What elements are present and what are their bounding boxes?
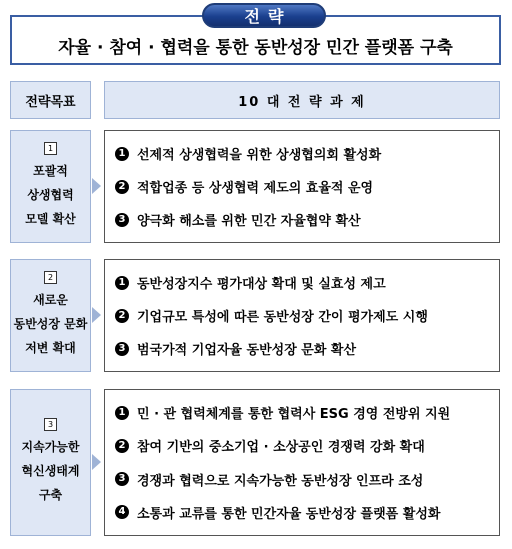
- goal-line: 포괄적: [33, 164, 68, 178]
- task-item: [115, 144, 499, 163]
- number-bullet-icon: 1: [115, 276, 129, 290]
- number-bullet-icon: 3: [115, 472, 129, 486]
- task-item: [115, 403, 499, 422]
- goal-line: 상생협력: [27, 188, 74, 202]
- arrow-icon: [92, 178, 101, 194]
- goal-column-header: 전략목표: [10, 81, 91, 119]
- task-column-header: 10 대 전 략 과 제: [104, 81, 500, 119]
- task-text: 기업규모 특성에 따른 동반성장 간이 평가제도 시행: [137, 310, 428, 325]
- goal-number-box: 3: [44, 418, 57, 431]
- goal-line: 지속가능한: [21, 440, 80, 454]
- task-item: [115, 339, 499, 358]
- goal-number-box: 2: [44, 271, 57, 284]
- task-text: 동반성장지수 평가대상 확대 및 실효성 제고: [137, 277, 386, 292]
- number-bullet-icon: 1: [115, 406, 129, 420]
- task-text: 민 · 관 협력체계를 통한 협력사 ESG 경영 전방위 지원: [137, 407, 451, 423]
- task-group-3: [104, 389, 500, 536]
- arrow-icon: [92, 307, 101, 323]
- number-bullet-icon: 2: [115, 439, 129, 453]
- number-bullet-icon: 3: [115, 213, 129, 227]
- task-text: 양극화 해소를 위한 민간 자율협약 확산: [137, 214, 361, 229]
- goal-number-box: 1: [44, 142, 57, 155]
- number-bullet-icon: 2: [115, 180, 129, 194]
- task-text: 참여 기반의 중소기업 · 소상공인 경쟁력 강화 확대: [137, 440, 425, 456]
- strategic-goal-2: [10, 259, 91, 372]
- task-text: 범국가적 기업자율 동반성장 문화 확산: [137, 343, 357, 358]
- number-bullet-icon: 4: [115, 505, 129, 519]
- task-text: 경쟁과 협력으로 지속가능한 동반성장 인프라 조성: [137, 473, 424, 489]
- strategy-badge: 전략: [202, 3, 326, 28]
- task-item: [115, 210, 499, 229]
- task-text: 선제적 상생협력을 위한 상생협의회 활성화: [137, 148, 382, 163]
- task-group-1: [104, 130, 500, 243]
- goal-line: 저변 확대: [25, 341, 76, 355]
- strategic-goal-3: [10, 389, 91, 536]
- goal-line: 새로운: [33, 293, 68, 307]
- task-item: [115, 273, 499, 292]
- goal-line: 구축: [38, 488, 63, 502]
- goal-line: 동반성장 문화: [13, 317, 88, 331]
- goal-line: 혁신생태계: [21, 464, 80, 478]
- number-bullet-icon: 3: [115, 342, 129, 356]
- number-bullet-icon: 2: [115, 309, 129, 323]
- task-item: [115, 503, 499, 522]
- task-text: 소통과 교류를 통한 민간자율 동반성장 플랫폼 활성화: [137, 506, 441, 522]
- task-item: [115, 177, 499, 196]
- goal-line: 모델 확산: [25, 212, 76, 226]
- task-group-2: [104, 259, 500, 372]
- task-item: [115, 470, 499, 489]
- task-item: [115, 306, 499, 325]
- number-bullet-icon: 1: [115, 147, 129, 161]
- task-item: [115, 436, 499, 455]
- strategic-goal-1: [10, 130, 91, 243]
- task-text: 적합업종 등 상생협력 제도의 효율적 운영: [137, 181, 374, 196]
- strategy-title: 자율 · 참여 · 협력을 통한 동반성장 민간 플랫폼 구축: [58, 37, 453, 58]
- arrow-icon: [92, 454, 101, 470]
